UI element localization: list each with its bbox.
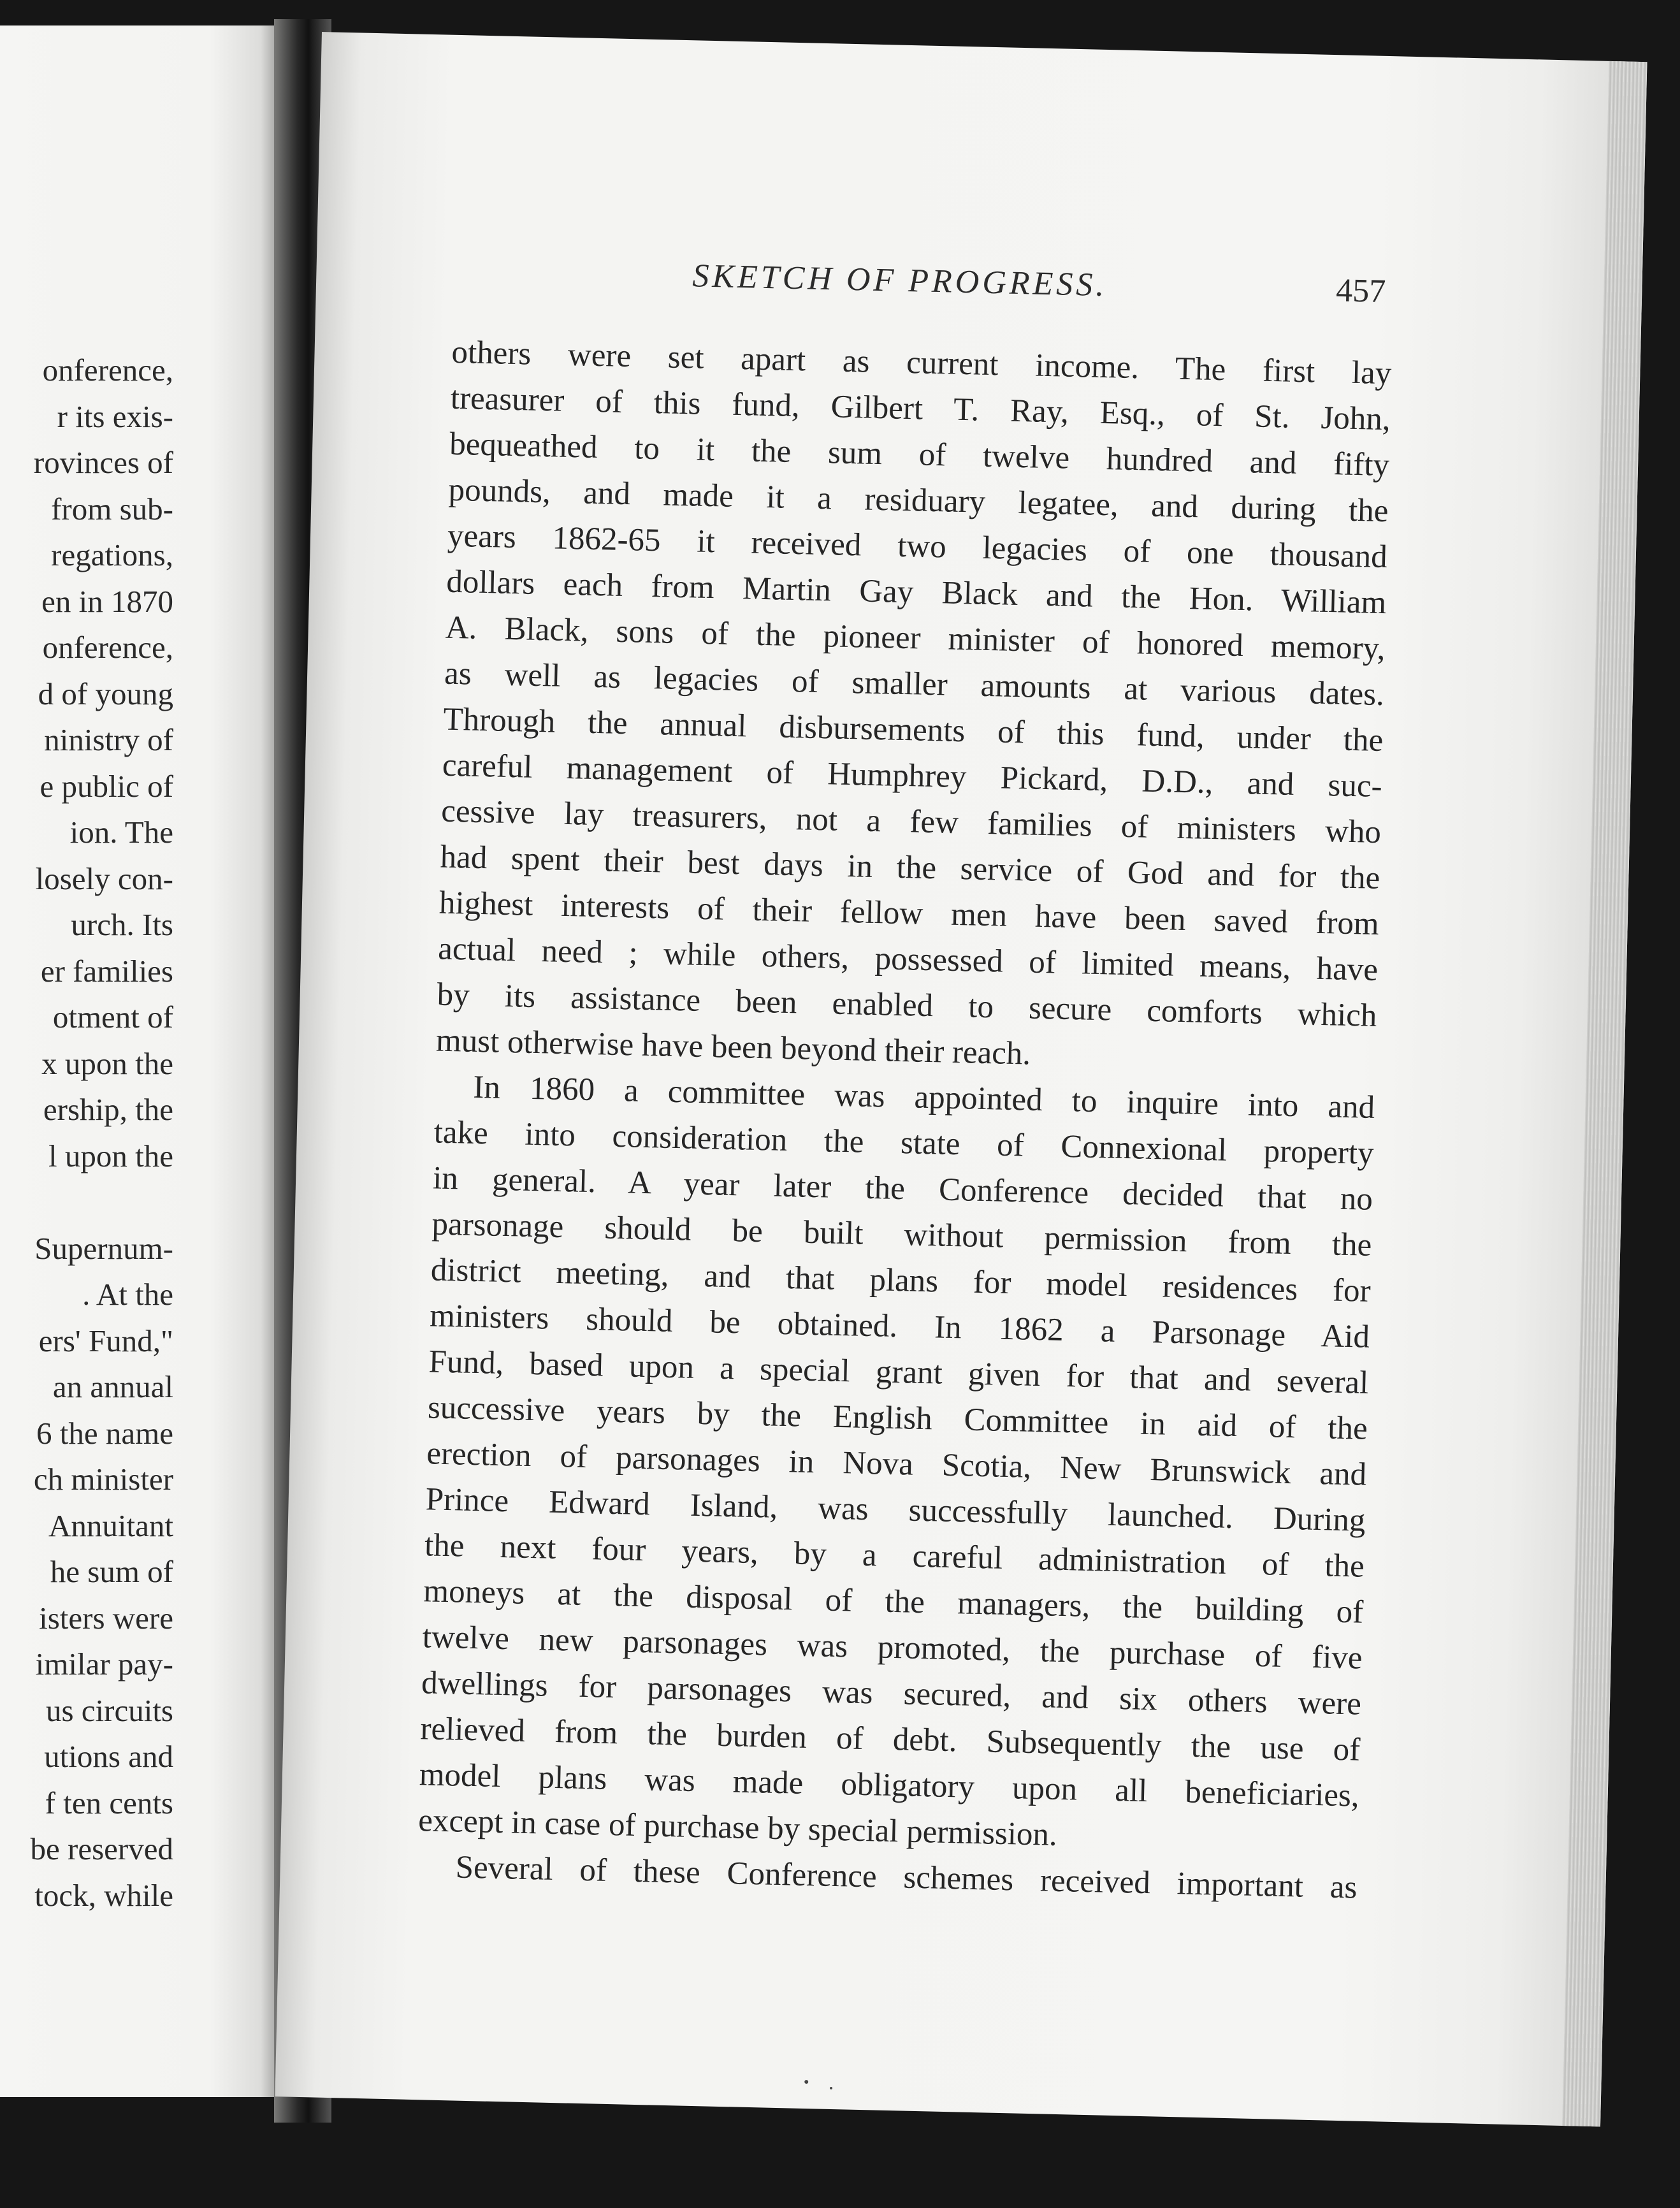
text-line: moneys at the disposal of the managers, the building of <box>423 1573 1364 1631</box>
left-line: utions and <box>44 1739 173 1774</box>
text-line-paragraph-start: In 1860 a committee was appointed to inquire into and <box>472 1069 1375 1126</box>
left-line: isters were <box>39 1600 173 1636</box>
left-page <box>0 25 280 2097</box>
left-page-text <box>0 347 173 1919</box>
left-line: us circuits <box>45 1692 173 1728</box>
text-line: successive years by the English Committee in aid of the <box>427 1390 1368 1447</box>
text-line: bequeathed to it the sum of twelve hundred and fifty <box>449 426 1390 484</box>
text-line: treasurer of this fund, Gilbert T. Ray, Esq., of St. John, <box>450 380 1391 438</box>
page-number: 457 <box>1335 272 1386 310</box>
text-line: A. Black, sons of the pioneer minister of honored memory, <box>445 609 1386 667</box>
text-line: Fund, based upon a special grant given for that and several <box>428 1344 1369 1401</box>
left-line: otment of <box>52 999 173 1035</box>
left-line: f ten cents <box>45 1785 173 1820</box>
left-line: onference, <box>42 352 173 388</box>
text-line-paragraph-end: except in case of purchase by special permission. <box>417 1803 1058 1853</box>
text-line: the next four years, by a careful administration of the <box>424 1527 1365 1585</box>
left-line: en in 1870 <box>41 583 173 619</box>
left-line: e public of <box>40 768 173 804</box>
left-line: r its exis- <box>57 398 173 434</box>
text-line: twelve new parsonages was promoted, the purchase of five <box>422 1619 1363 1676</box>
left-line: urch. Its <box>71 907 173 942</box>
scan-speck <box>804 2080 808 2084</box>
text-line: highest interests of their fellow men have been saved from <box>438 885 1380 942</box>
left-line: d of young <box>38 676 173 711</box>
left-line: Annuitant <box>48 1507 173 1543</box>
text-line: erection of parsonages in Nova Scotia, New Brunswick and <box>426 1435 1367 1493</box>
text-line: district meeting, and that plans for model residences for <box>430 1252 1372 1309</box>
text-line: others were set apart as current income. The first lay <box>451 334 1392 392</box>
text-line: pounds, and made it a residuary legatee, and during the <box>448 472 1389 530</box>
text-line: model plans was made obligatory upon all beneficiaries, <box>419 1757 1360 1814</box>
left-line: rovinces of <box>33 445 173 480</box>
text-line: ministers should be obtained. In 1862 a Parsonage Aid <box>429 1298 1370 1355</box>
text-line: years 1862-65 it received two legacies of one thousand <box>447 518 1388 576</box>
left-line: regations, <box>51 537 173 572</box>
left-line: imilar pay- <box>35 1646 173 1681</box>
text-line: actual need ; while others, possessed of limited means, have <box>437 931 1379 988</box>
left-line: ership, the <box>43 1092 173 1127</box>
body-text <box>417 330 1392 1911</box>
left-line: ninistry of <box>44 722 173 757</box>
left-line: he sum of <box>50 1554 173 1589</box>
running-head: SKETCH OF PROGRESS. <box>692 258 1108 304</box>
left-line-gap <box>0 1179 173 1226</box>
left-line: ion. The <box>69 815 173 850</box>
text-line: cessive lay treasurers, not a few families of ministers who <box>440 793 1382 851</box>
left-line: 6 the name <box>36 1415 173 1451</box>
left-line: losely con- <box>35 861 173 896</box>
text-line: in general. A year later the Conference decided that no <box>432 1160 1373 1217</box>
text-line: relieved from the burden of debt. Subsequently the use of <box>420 1711 1361 1768</box>
text-line: had spent their best days in the service of God and for the <box>440 839 1380 897</box>
text-line: dwellings for parsonages was secured, and six others were <box>421 1665 1362 1722</box>
left-line: onference, <box>42 630 173 665</box>
left-line: ers' Fund," <box>38 1323 173 1358</box>
left-line: . At the <box>82 1277 173 1312</box>
left-line: an annual <box>52 1369 173 1404</box>
text-line: careful management of Humphrey Pickard, D.D., and suc- <box>442 747 1383 805</box>
left-line: from sub- <box>51 491 173 527</box>
text-line-paragraph-end: must otherwise have been beyond their reach. <box>435 1022 1031 1072</box>
text-line: parsonage should be built without permission from the <box>431 1206 1372 1263</box>
text-line: as well as legacies of smaller amounts at various dates. <box>444 655 1385 713</box>
left-line: x upon the <box>41 1045 173 1081</box>
scan-speck <box>830 2087 832 2089</box>
left-line: ch minister <box>33 1462 173 1497</box>
left-line: Supernum- <box>34 1230 173 1266</box>
left-line: be reserved <box>30 1831 173 1866</box>
left-line: l upon the <box>48 1138 173 1173</box>
right-page <box>275 32 1647 2126</box>
text-line: take into consideration the state of Connexional property <box>433 1114 1375 1172</box>
text-line: Through the annual disbursements of this fund, under the <box>442 701 1384 759</box>
text-line: dollars each from Martin Gay Black and the Hon. William <box>445 563 1387 621</box>
left-line: tock, while <box>34 1877 173 1913</box>
text-line: Prince Edward Island, was successfully launched. During <box>425 1481 1366 1539</box>
left-line: er families <box>40 953 173 989</box>
text-line-paragraph-start: Several of these Conference schemes received important as <box>455 1849 1358 1906</box>
text-line: by its assistance been enabled to secure comforts which <box>437 977 1378 1034</box>
